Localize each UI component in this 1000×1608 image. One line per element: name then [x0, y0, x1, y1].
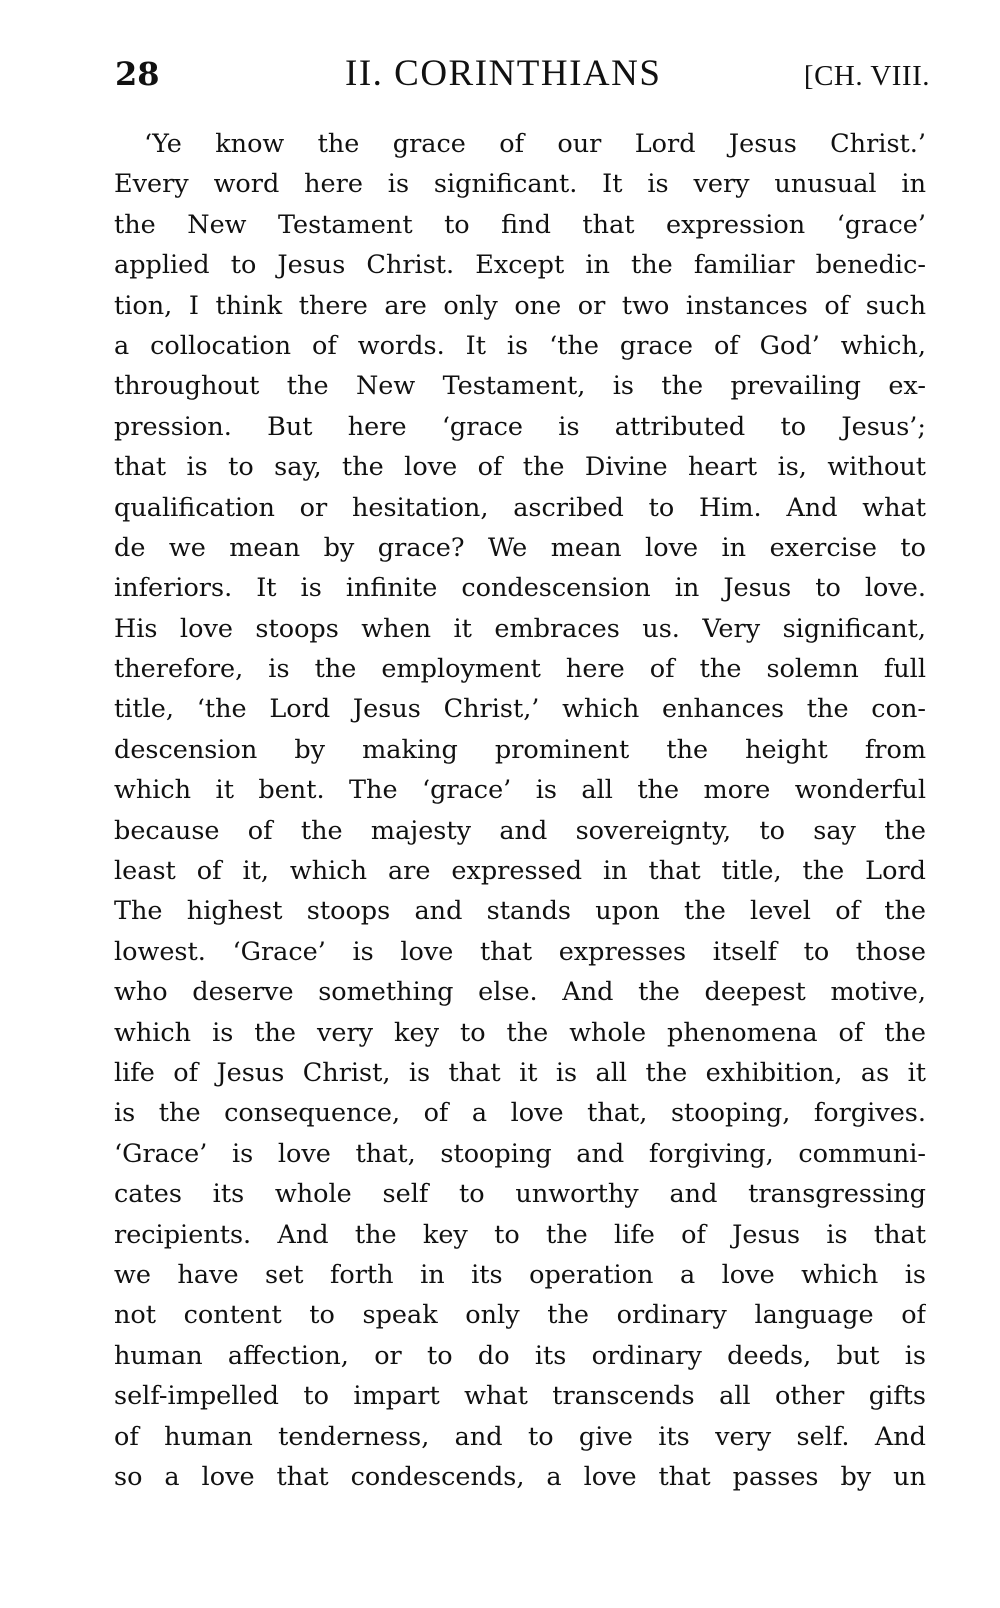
text-line: The highest stoops and stands upon the level of the	[114, 896, 926, 927]
text-line: life of Jesus Christ, is that it is all the exhibition, as it	[114, 1057, 926, 1088]
text-line: pression. But here ‘grace is attributed to Jesus’;	[114, 411, 926, 442]
text-line: self-impelled to impart what transcends all other gifts	[114, 1381, 926, 1412]
text-line: who deserve something else. And the deepest motive,	[114, 977, 926, 1008]
text-line: lowest. ‘Grace’ is love that expresses itself to those	[114, 936, 926, 967]
text-line: recipients. And the key to the life of Jesus is that	[114, 1219, 926, 1250]
text-line: applied to Jesus Christ. Except in the familiar benedic-	[114, 250, 926, 281]
text-line: not content to speak only the ordinary language of	[114, 1300, 926, 1331]
text-line: the New Testament to find that expression ‘grace’	[114, 209, 926, 240]
text-line: human affection, or to do its ordinary deeds, but is	[114, 1340, 926, 1371]
text-line: because of the majesty and sovereignty, to say the	[114, 815, 926, 846]
text-line: ‘Ye know the grace of our Lord Jesus Christ.’	[144, 129, 926, 159]
text-line: least of it, which are expressed in that title, the Lord	[114, 856, 926, 887]
text-line: qualification or hesitation, ascribed to Him. And what	[114, 492, 926, 523]
text-line: throughout the New Testament, is the prevailing ex-	[114, 371, 926, 402]
text-line: de we mean by grace? We mean love in exercise to	[114, 532, 926, 563]
text-line: is the consequence, of a love that, stooping, forgives.	[114, 1098, 926, 1129]
text-line: descension by making prominent the height from	[114, 734, 926, 765]
text-line: His love stoops when it embraces us. Very significant,	[114, 613, 926, 644]
running-title: II. CORINTHIANS	[345, 53, 662, 94]
text-line: cates its whole self to unworthy and transgressing	[114, 1179, 926, 1210]
chapter-reference: [CH. VIII.	[803, 60, 930, 92]
text-line: title, ‘the Lord Jesus Christ,’ which enhances the con-	[114, 694, 926, 725]
running-header	[115, 50, 930, 98]
text-line: Every word here is significant. It is very unusual in	[114, 169, 926, 200]
body-paragraph	[114, 124, 926, 1497]
text-line: ‘Grace’ is love that, stooping and forgiving, communi-	[114, 1138, 926, 1169]
text-line: that is to say, the love of the Divine heart is, without	[114, 452, 926, 483]
text-line: which it bent. The ‘grace’ is all the more wonderful	[114, 775, 926, 806]
text-line: of human tenderness, and to give its very self. And	[114, 1421, 926, 1452]
page-number: 28	[115, 55, 160, 93]
text-line: we have set forth in its operation a love which is	[114, 1259, 926, 1290]
text-line: therefore, is the employment here of the solemn full	[114, 654, 926, 685]
text-line: tion, I think there are only one or two instances of such	[114, 290, 926, 321]
text-line: which is the very key to the whole phenomena of the	[114, 1017, 926, 1048]
text-line: so a love that condescends, a love that passes by un	[114, 1461, 926, 1492]
text-line: inferiors. It is infinite condescension in Jesus to love.	[114, 573, 926, 604]
text-line: a collocation of words. It is ‘the grace of God’ which,	[114, 330, 926, 361]
